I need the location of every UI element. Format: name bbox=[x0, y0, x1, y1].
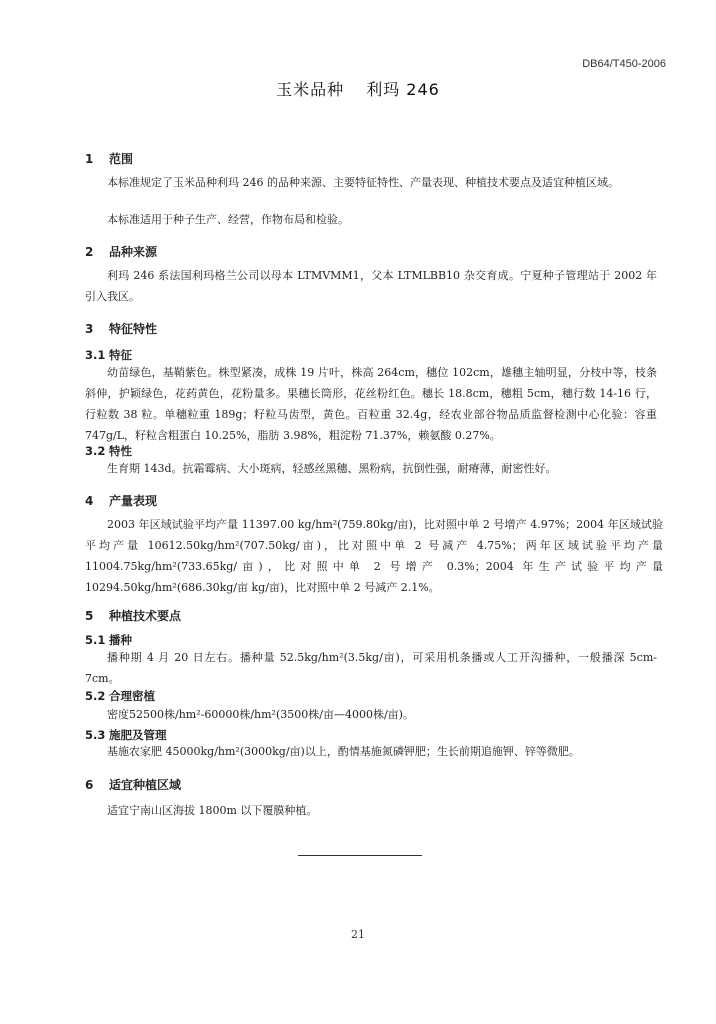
section-heading-yield bbox=[85, 492, 157, 509]
section-heading-region bbox=[85, 776, 181, 793]
subsection-heading-density bbox=[85, 688, 155, 704]
scope-paragraph-2: 本标准适用于种子生产、经营，作物布局和检验。 bbox=[107, 213, 349, 226]
title-variety-label: 玉米品种 bbox=[276, 80, 345, 99]
title-variety-name: 利玛 246 bbox=[366, 80, 440, 99]
section-number: 5 bbox=[85, 609, 94, 623]
characteristics-paragraph: 生育期 143d。抗霜霉病、大小斑病，轻感丝黑穗、黑粉病，抗倒性强，耐瘠薄，耐密性好。 bbox=[107, 462, 557, 475]
subsection-number: 5.1 bbox=[85, 633, 106, 647]
fertilization-paragraph: 基施农家肥 45000kg/hm²(3000kg/亩)以上，酌情基施氮磷钾肥；生长前期追施钾、锌等微肥。 bbox=[107, 745, 580, 758]
subsection-number: 3.1 bbox=[85, 348, 106, 362]
subsection-heading-characteristics bbox=[85, 443, 132, 459]
section-number: 1 bbox=[85, 152, 94, 166]
section-heading-origin bbox=[85, 243, 157, 260]
section-title: 种植技术要点 bbox=[109, 609, 182, 623]
subsection-title: 特性 bbox=[109, 444, 132, 458]
yield-paragraph: 2003 年区域试验平均产量 11397.00 kg/hm²(759.80kg/亩)，比对照中单 2 号增产 4.97%；2004 年区域试验平均产量 10612.50kg/hm²(707.50kg/亩)，比对照中单 2 号减产 4.75%；两年区域试验平均产量 11004.75kg/hm²(733.65kg/亩)，比对照中单 2 号增产 0.3%；2004 年生产试验平均产量 10294.50kg/hm²(686.30kg/亩 kg/亩)，比对照中单 2 号减产 2.1%。 bbox=[85, 518, 663, 594]
features-paragraph: 幼苗绿色，基鞘紫色。株型紧凑，成株 19 片叶，株高 264cm，穗位 102cm，雄穗主轴明显，分枝中等，枝条斜伸，护颖绿色，花药黄色，花粉量多。果穗长筒形，花丝粉红色。穗长 18.8cm，穗粗 5cm，穗行数 14-16 行，行粒数 38 粒。单穗粒重 189g；籽粒马齿型，黄色。百粒重 32.4g，经农业部谷物品质监督检测中心化验：容重 747g/L，籽粒含粗蛋白 10.25%，脂肪 3.98%，粗淀粉 71.37%，赖氨酸 0.27%。 bbox=[85, 366, 657, 442]
subsection-heading-sowing bbox=[85, 632, 132, 648]
document-title bbox=[0, 77, 716, 100]
density-paragraph: 密度52500株/hm²-60000株/hm²(3500株/亩—4000株/亩)。 bbox=[107, 708, 414, 721]
section-heading-scope bbox=[85, 150, 133, 167]
subsection-title: 特征 bbox=[109, 348, 132, 362]
section-heading-traits bbox=[85, 320, 157, 337]
subsection-heading-features bbox=[85, 347, 132, 363]
page-number: 21 bbox=[351, 928, 365, 941]
section-number: 3 bbox=[85, 322, 94, 336]
subsection-number: 5.3 bbox=[85, 728, 106, 742]
scope-paragraph-1: 本标准规定了玉米品种利玛 246 的品种来源、主要特征特性、产量表现、种植技术要点及适宜种植区域。 bbox=[107, 176, 619, 189]
section-heading-cultivation bbox=[85, 607, 181, 624]
section-title: 品种来源 bbox=[109, 245, 158, 259]
subsection-number: 3.2 bbox=[85, 444, 106, 458]
section-number: 6 bbox=[85, 778, 94, 792]
section-title: 范围 bbox=[109, 152, 134, 166]
subsection-number: 5.2 bbox=[85, 689, 106, 703]
standard-code: DB64/T450-2006 bbox=[582, 58, 666, 70]
subsection-title: 施肥及管理 bbox=[109, 728, 167, 742]
subsection-title: 合理密植 bbox=[109, 689, 155, 703]
section-title: 产量表现 bbox=[109, 494, 158, 508]
section-title: 适宜种植区域 bbox=[109, 778, 182, 792]
subsection-title: 播种 bbox=[109, 633, 132, 647]
section-number: 2 bbox=[85, 245, 94, 259]
origin-paragraph: 利玛 246 系法国利玛格兰公司以母本 LTMVMM1，父本 LTMLBB10 杂交育成。宁夏种子管理站于 2002 年引入我区。 bbox=[85, 269, 657, 303]
end-divider bbox=[298, 855, 422, 856]
section-number: 4 bbox=[85, 494, 94, 508]
section-title: 特征特性 bbox=[109, 322, 158, 336]
sowing-paragraph: 播种期 4 月 20 日左右。播种量 52.5kg/hm²(3.5kg/亩)，可采用机条播或人工开沟播种，一般播深 5cm-7cm。 bbox=[85, 651, 657, 685]
region-paragraph: 适宜宁南山区海拔 1800m 以下覆膜种植。 bbox=[107, 804, 318, 817]
